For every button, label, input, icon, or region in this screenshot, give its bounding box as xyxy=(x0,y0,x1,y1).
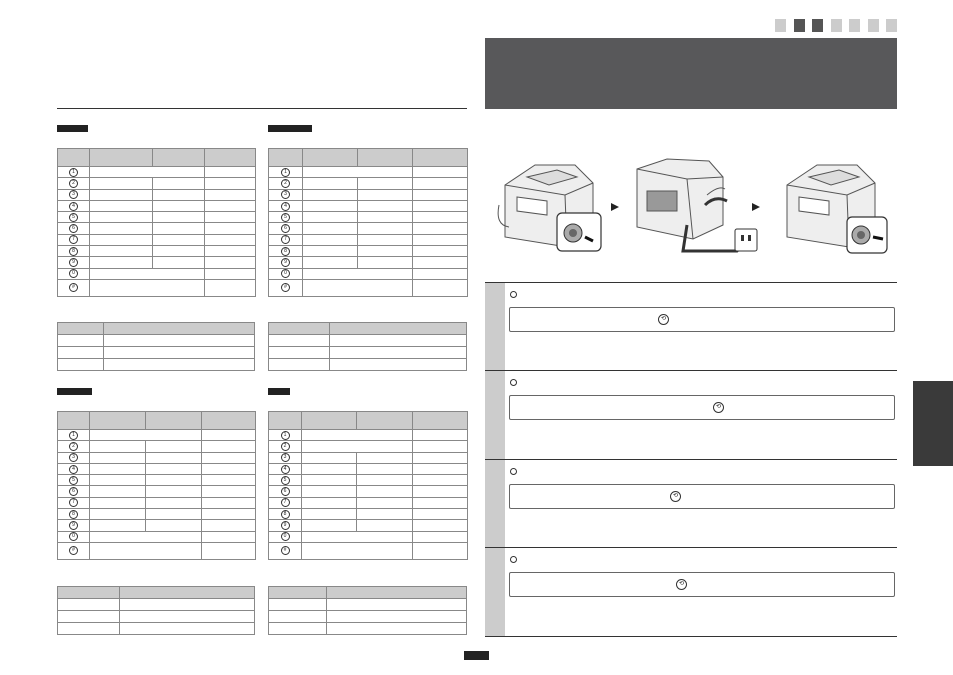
key-8-marker: 8 xyxy=(281,247,290,256)
key-7-marker: 7 xyxy=(281,498,290,507)
key-3-marker: 3 xyxy=(281,453,290,462)
key-1-marker: 1 xyxy=(281,431,290,440)
nav-square-3[interactable] xyxy=(812,19,823,32)
arrow-right-icon xyxy=(752,203,760,211)
step-3-instruction-box xyxy=(509,484,895,509)
language-tab-1 xyxy=(57,125,88,132)
section-divider xyxy=(57,108,467,109)
bullet-icon xyxy=(510,556,517,563)
step-2-stripe xyxy=(485,371,505,459)
power-button-zoom-2 xyxy=(847,217,887,253)
nav-square-4[interactable] xyxy=(831,19,842,32)
key-2-marker: 2 xyxy=(69,179,78,188)
bullet-icon xyxy=(510,379,517,386)
key-7-marker: 7 xyxy=(69,498,78,507)
key-6-marker: 6 xyxy=(281,487,290,496)
key-2-marker: 2 xyxy=(69,442,78,451)
key-3-marker: 3 xyxy=(69,190,78,199)
key-7-marker: 7 xyxy=(281,235,290,244)
key-6-marker: 6 xyxy=(281,224,290,233)
section-nav xyxy=(775,0,905,40)
key-hash-marker: # xyxy=(69,283,78,292)
nav-square-1[interactable] xyxy=(775,19,786,32)
key-8-marker: 8 xyxy=(69,510,78,519)
key-hash-marker: # xyxy=(69,546,78,555)
key-8-marker: 8 xyxy=(281,510,290,519)
key-hash-marker: # xyxy=(281,546,290,555)
steps-bottom-rule xyxy=(485,636,897,637)
step-4-stripe xyxy=(485,548,505,637)
key-0-marker: 0 xyxy=(69,532,78,541)
key-6-marker: 6 xyxy=(69,487,78,496)
key-1-marker: 1 xyxy=(281,168,290,177)
key-5-marker: 5 xyxy=(281,476,290,485)
key-4-marker: 4 xyxy=(281,465,290,474)
power-cycle-illustration xyxy=(497,155,889,260)
bullet-icon xyxy=(510,291,517,298)
key-9-marker: 9 xyxy=(281,521,290,530)
step-2-instruction-box xyxy=(509,395,895,420)
wall-outlet xyxy=(735,229,757,251)
step-4 xyxy=(485,547,897,637)
key-6-marker: 6 xyxy=(69,224,78,233)
character-table-2 xyxy=(268,148,468,297)
reset-button-icon: ⟲ xyxy=(676,579,687,590)
step-1 xyxy=(485,282,897,371)
symbol-table-1 xyxy=(57,322,255,371)
bullet-icon xyxy=(510,468,517,475)
key-3-marker: 3 xyxy=(281,190,290,199)
step-1-stripe xyxy=(485,283,505,371)
symbol-table-3 xyxy=(57,586,255,635)
page-number-tab xyxy=(464,651,489,660)
reset-button-icon: ⟲ xyxy=(713,402,724,413)
nav-square-6[interactable] xyxy=(868,19,879,32)
step-1-instruction-box xyxy=(509,307,895,332)
reset-button-icon: ⟲ xyxy=(670,491,681,502)
key-7-marker: 7 xyxy=(69,235,78,244)
nav-square-7[interactable] xyxy=(886,19,897,32)
key-5-marker: 5 xyxy=(69,476,78,485)
key-2-marker: 2 xyxy=(281,179,290,188)
character-table-3 xyxy=(57,411,256,560)
arrow-right-icon xyxy=(611,203,619,211)
key-3-marker: 3 xyxy=(69,453,78,462)
language-tab-4 xyxy=(268,388,290,395)
key-hash-marker: # xyxy=(281,283,290,292)
step-4-instruction-box xyxy=(509,572,895,597)
key-9-marker: 9 xyxy=(281,258,290,267)
key-4-marker: 4 xyxy=(281,202,290,211)
symbol-table-4 xyxy=(268,586,467,635)
symbol-table-2 xyxy=(268,322,467,371)
key-0-marker: 0 xyxy=(69,269,78,278)
key-1-marker: 1 xyxy=(69,168,78,177)
key-4-marker: 4 xyxy=(69,202,78,211)
key-5-marker: 5 xyxy=(281,213,290,222)
key-0-marker: 0 xyxy=(281,532,290,541)
key-9-marker: 9 xyxy=(69,521,78,530)
key-4-marker: 4 xyxy=(69,465,78,474)
chapter-side-tab[interactable] xyxy=(913,381,953,466)
language-tab-2 xyxy=(268,125,312,132)
reset-button-icon: ⟲ xyxy=(658,314,669,325)
power-button-zoom-1 xyxy=(557,213,601,251)
key-8-marker: 8 xyxy=(69,247,78,256)
key-0-marker: 0 xyxy=(281,269,290,278)
nav-square-2[interactable] xyxy=(794,19,805,32)
step-2 xyxy=(485,370,897,459)
step-3-stripe xyxy=(485,460,505,548)
language-tab-3 xyxy=(57,388,92,395)
key-9-marker: 9 xyxy=(69,258,78,267)
character-table-4 xyxy=(268,411,468,560)
character-table-1 xyxy=(57,148,256,297)
step-3 xyxy=(485,459,897,548)
key-1-marker: 1 xyxy=(69,431,78,440)
key-5-marker: 5 xyxy=(69,213,78,222)
key-2-marker: 2 xyxy=(281,442,290,451)
section-banner xyxy=(485,38,897,109)
nav-square-5[interactable] xyxy=(849,19,860,32)
